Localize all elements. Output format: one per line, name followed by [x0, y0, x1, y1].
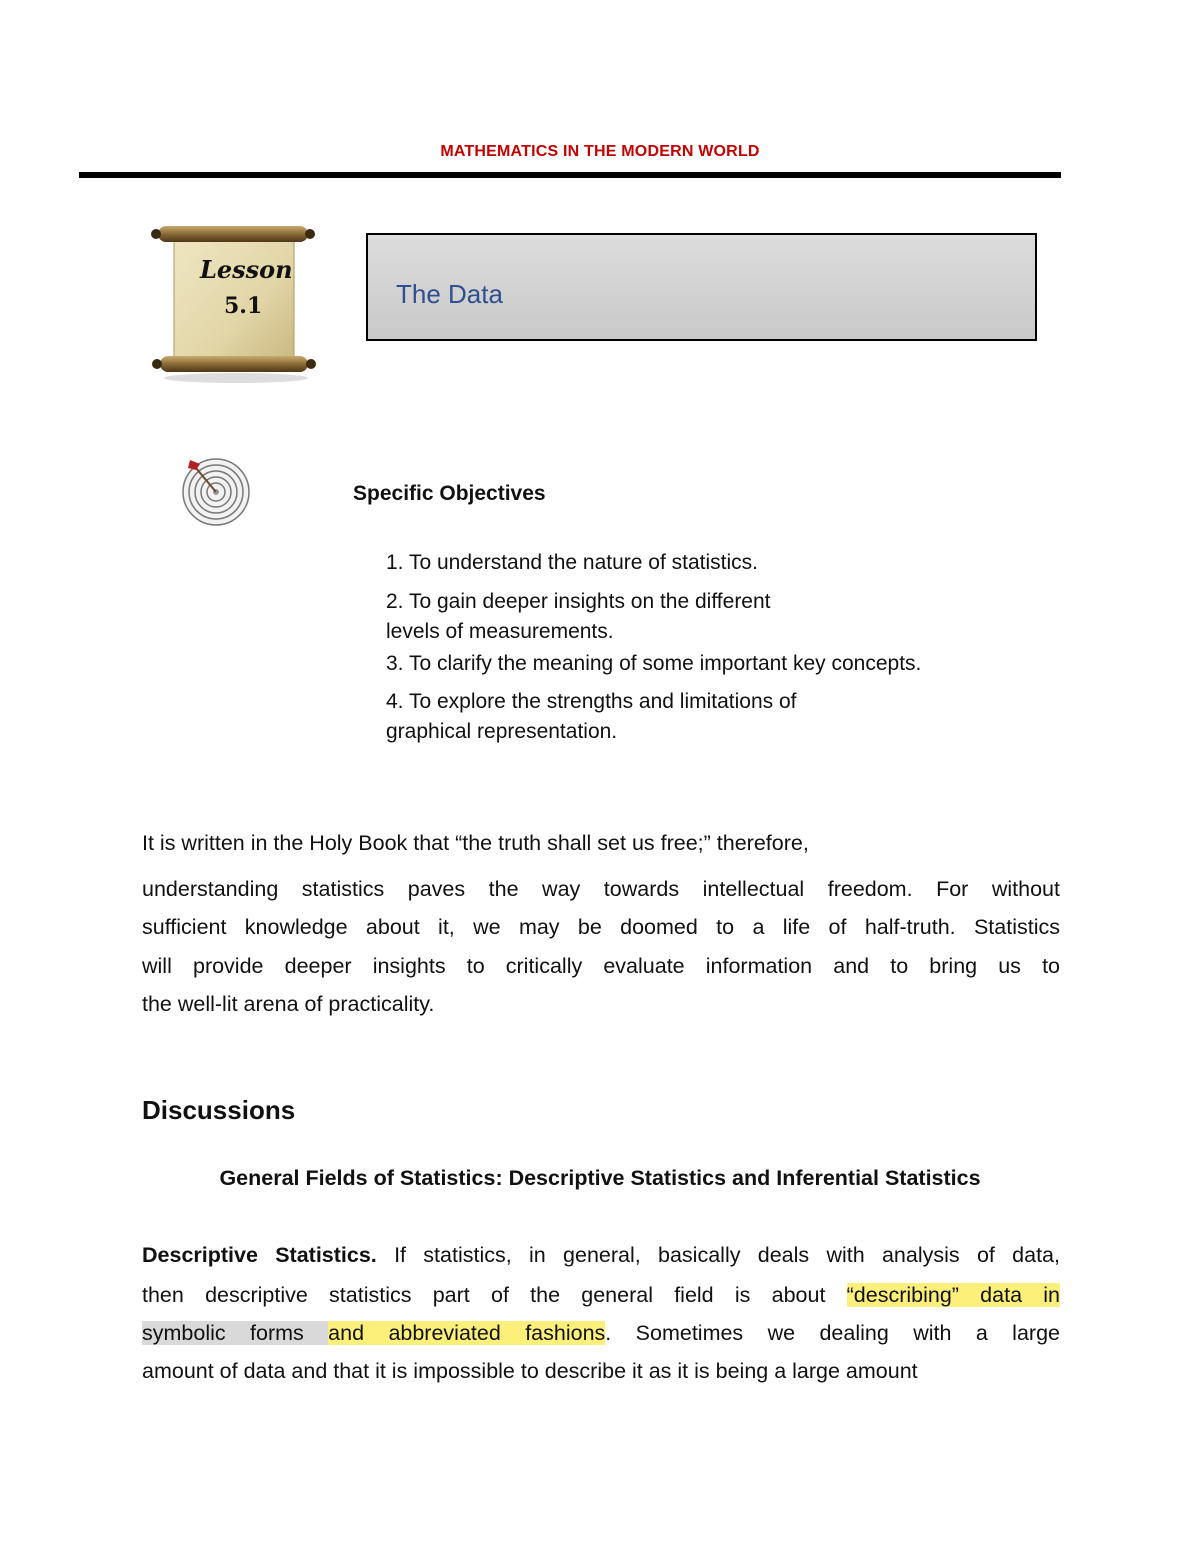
intro-line: will provide deeper insights to critically evaluate information and to bring us to	[142, 954, 1060, 978]
descriptive-line-3	[142, 1314, 1060, 1353]
objective-item: 1. To understand the nature of statistics.	[386, 551, 759, 574]
fields-subheading: General Fields of Statistics: Descriptive Statistics and Inferential Statistics	[219, 1166, 981, 1190]
objective-item-continued: graphical representation.	[386, 720, 618, 743]
descriptive-term: Descriptive Statistics.	[142, 1243, 377, 1267]
intro-line: understanding statistics paves the way towards intellectual freedom. For without	[142, 877, 1060, 901]
target-icon	[178, 456, 254, 526]
intro-first-line: It is written in the Holy Book that “the truth shall set us free;” therefore,	[142, 831, 809, 855]
descriptive-line-3-text: . Sometimes we dealing with a large	[605, 1321, 1060, 1345]
objective-item: 4. To explore the strengths and limitations of	[386, 690, 797, 713]
lesson-title: The Data	[396, 279, 503, 309]
running-header: MATHEMATICS IN THE MODERN WORLD	[440, 143, 760, 160]
lesson-title-box	[366, 233, 1037, 341]
descriptive-line-2-text: then descriptive statistics part of the general field is about	[142, 1283, 847, 1307]
lesson-word: Lesson	[200, 255, 293, 284]
intro-line: the well-lit arena of practicality.	[142, 992, 435, 1016]
descriptive-line-1	[142, 1236, 1060, 1275]
highlighted-text: and abbreviated fashions	[328, 1321, 606, 1345]
descriptive-line-4: amount of data and that it is impossible to describe it as it is being a large amount	[142, 1359, 918, 1383]
descriptive-line-2	[142, 1276, 1060, 1315]
objective-item-continued: levels of measurements.	[386, 620, 614, 643]
objective-item: 3. To clarify the meaning of some important key concepts.	[386, 652, 922, 675]
lesson-number: 5.1	[224, 293, 263, 319]
discussions-heading: Discussions	[142, 1095, 296, 1125]
intro-line: sufficient knowledge about it, we may be doomed to a life of half-truth. Statistics	[142, 915, 1060, 939]
objectives-heading: Specific Objectives	[353, 482, 546, 505]
scroll-icon	[146, 220, 316, 385]
objective-item: 2. To gain deeper insights on the different	[386, 590, 771, 613]
descriptive-line-1-text: If statistics, in general, basically deals with analysis of data,	[376, 1243, 1060, 1267]
header-rule	[79, 172, 1061, 178]
highlighted-text: “describing” data in	[846, 1283, 1060, 1307]
highlighted-text: symbolic forms	[142, 1321, 329, 1345]
